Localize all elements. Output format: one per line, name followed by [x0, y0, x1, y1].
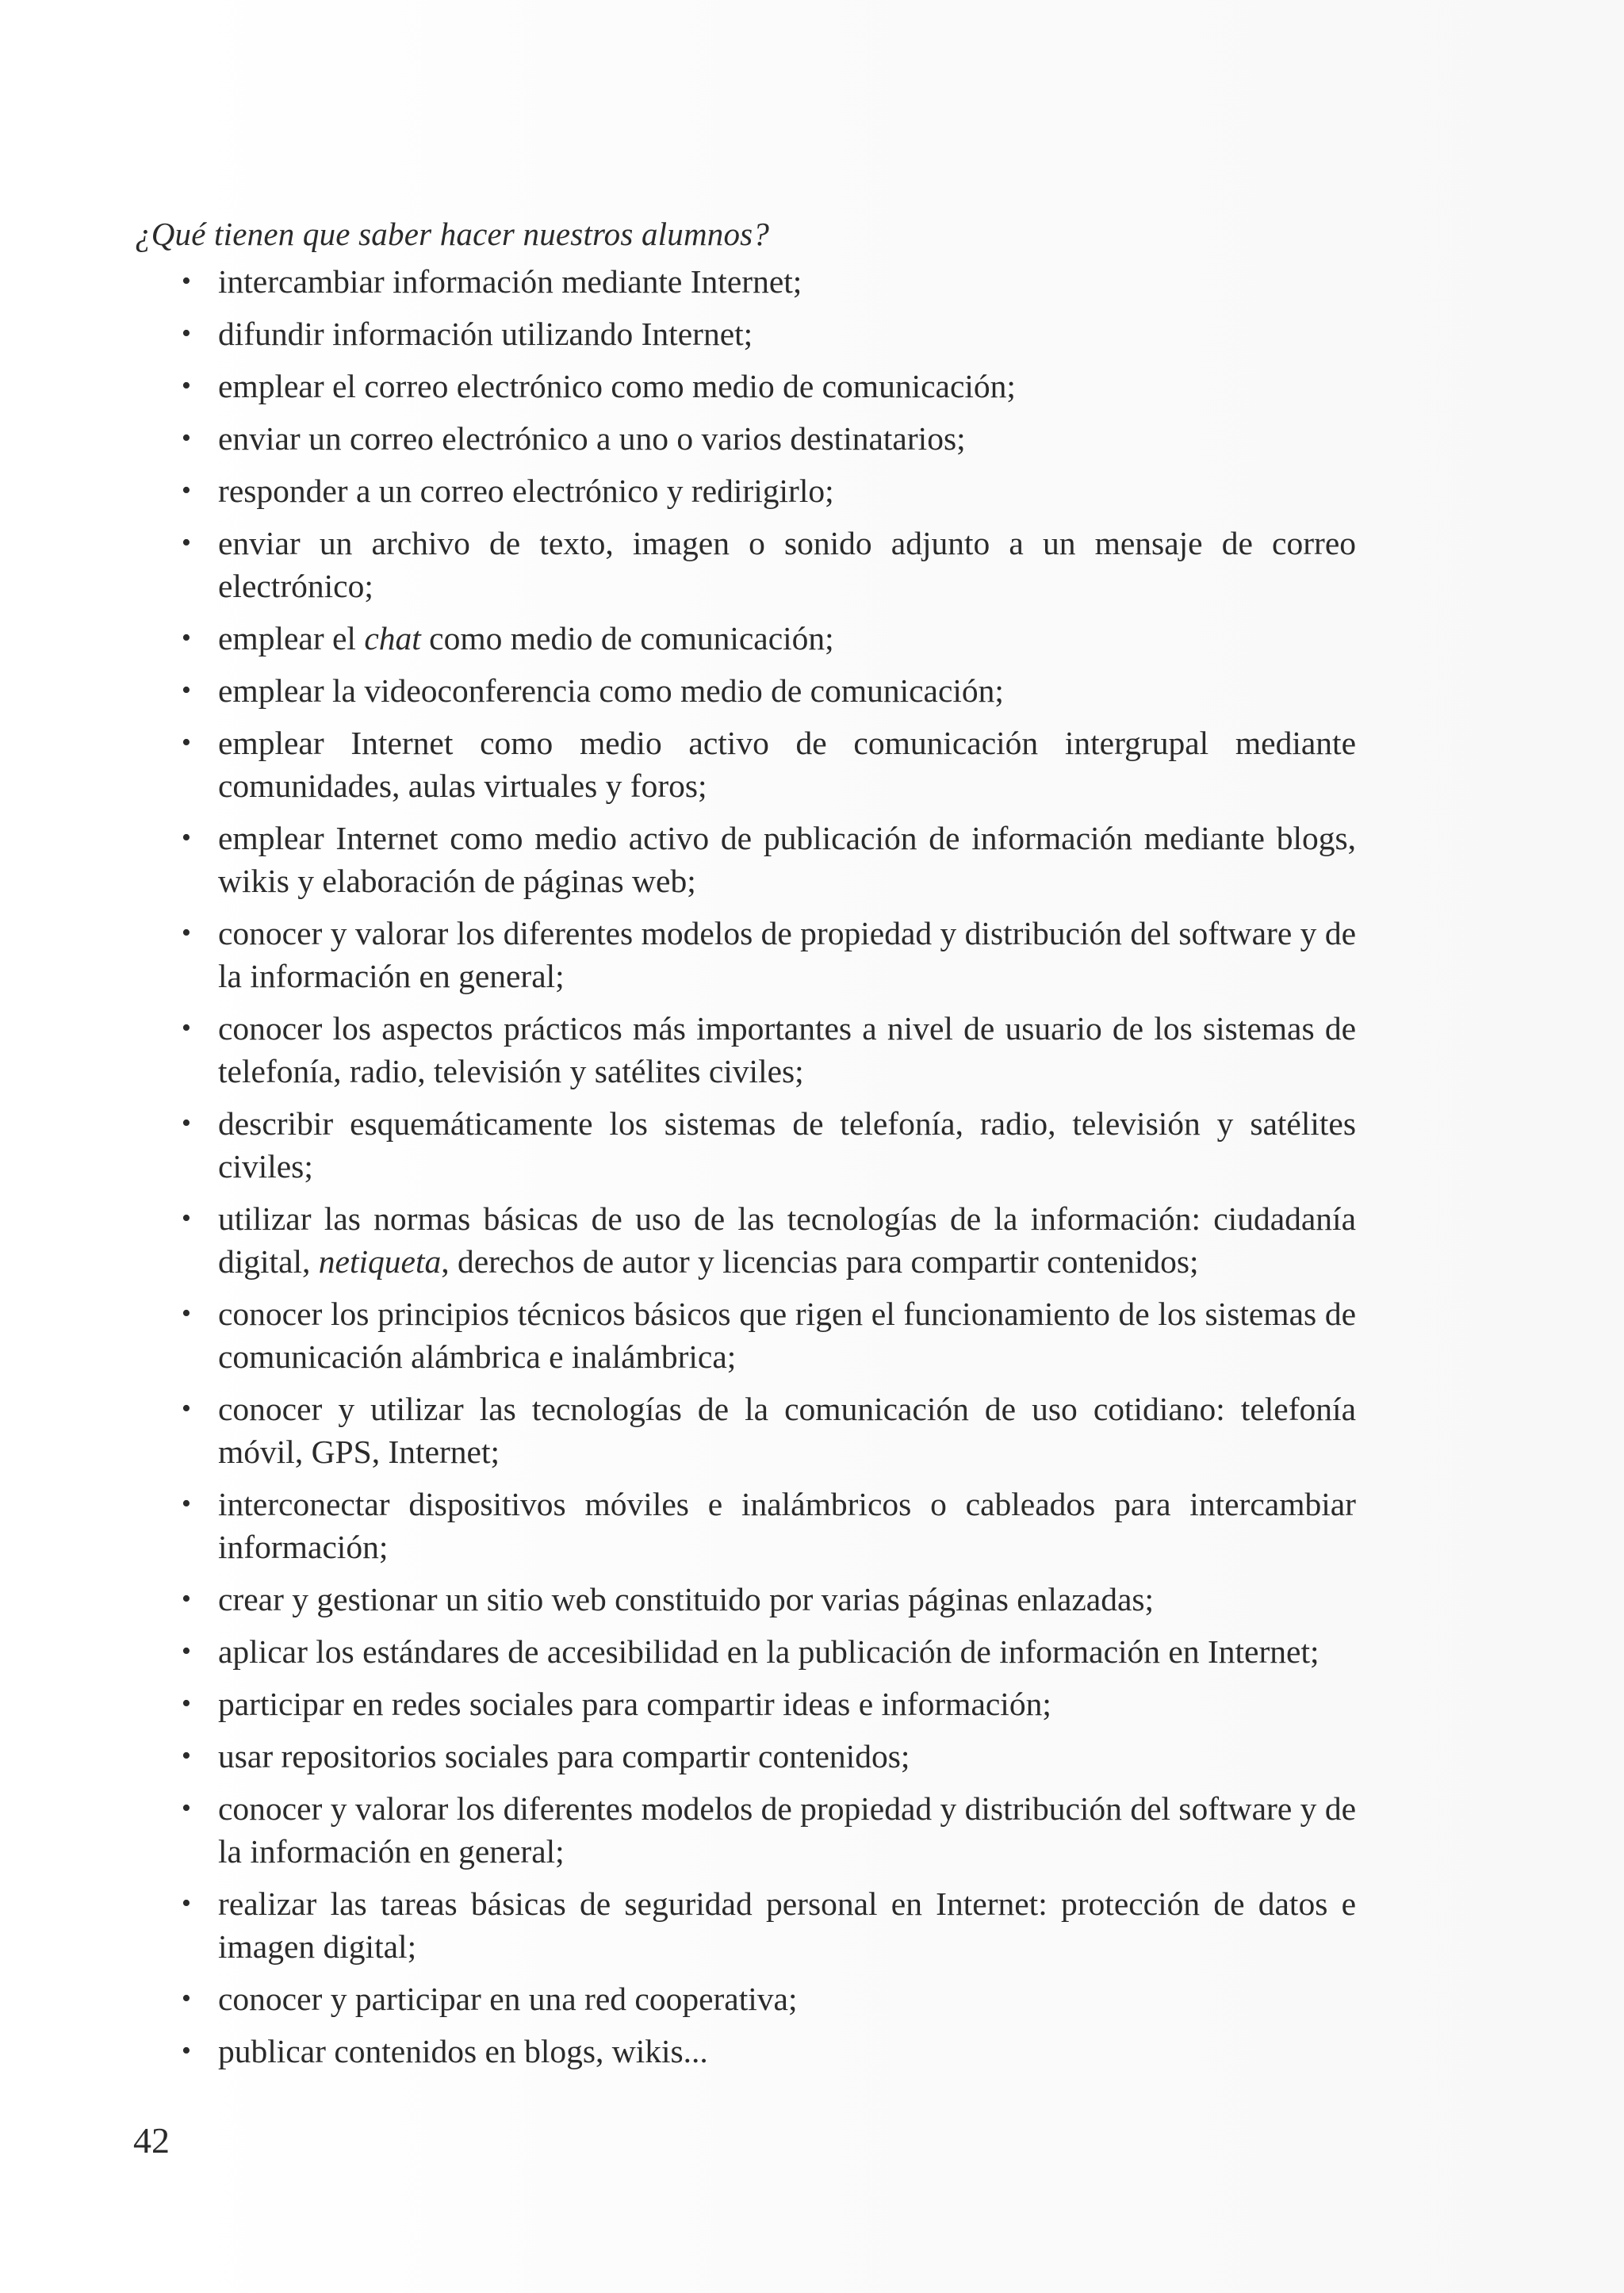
list-item [182, 617, 1356, 660]
list-item [182, 1483, 1356, 1568]
bullet-icon: • [182, 1584, 191, 1614]
text-run: conocer y utilizar las tecnologías de la comunicación de uso cotidiano: telefonía móvil, GPS, Internet; [218, 1391, 1356, 1470]
list-item [182, 1682, 1356, 1725]
list-item-text [218, 473, 834, 509]
list-item [182, 1787, 1356, 1873]
list-item-text [218, 1885, 1356, 1965]
list-item [182, 1292, 1356, 1378]
bullet-icon: • [182, 823, 191, 852]
list-item [182, 1630, 1356, 1673]
bullet-icon: • [182, 1299, 191, 1328]
text-run: , derechos de autor y licencias para compartir contenidos; [441, 1243, 1199, 1280]
bullet-icon: • [182, 623, 191, 653]
text-run: enviar un archivo de texto, imagen o sonido adjunto a un mensaje de correo electrónico; [218, 525, 1356, 604]
list-item-text [218, 1738, 910, 1774]
text-run: utilizar las normas básicas de uso de las tecnologías de la información: ciudadanía digital, [218, 1200, 1356, 1280]
list-item [182, 469, 1356, 512]
list-item [182, 522, 1356, 607]
text-run: emplear Internet como medio activo de publicación de información mediante blogs, wikis y elaboración de páginas web; [218, 820, 1356, 899]
list-item-text [218, 2033, 708, 2069]
text-run: responder a un correo electrónico y redirigirlo; [218, 473, 834, 509]
text-run: describir esquemáticamente los sistemas de telefonía, radio, televisión y satélites civiles; [218, 1105, 1356, 1185]
text-run: crear y gestionar un sitio web constituido por varias páginas enlazadas; [218, 1581, 1155, 1617]
bullet-icon: • [182, 476, 191, 505]
bullet-icon: • [182, 1636, 191, 1666]
list-item-text [218, 1391, 1356, 1470]
bullet-icon: • [182, 371, 191, 400]
text-run: participar en redes sociales para compartir ideas e información; [218, 1686, 1051, 1722]
list-item [182, 312, 1356, 355]
list-item-text [218, 368, 1016, 404]
bullet-icon: • [182, 1984, 191, 2013]
list-item [182, 1578, 1356, 1621]
section-heading: ¿Qué tienen que saber hacer nuestros alumnos? [135, 216, 770, 252]
text-run: emplear el [218, 620, 365, 657]
text-run: aplicar los estándares de accesibilidad en la publicación de información en Internet; [218, 1633, 1320, 1670]
list-item-text [218, 1296, 1356, 1375]
list-item [182, 817, 1356, 902]
text-run: conocer los principios técnicos básicos que rigen el funcionamiento de los sistemas de comunicación alámbrica e inalámbrica; [218, 1296, 1356, 1375]
text-run: emplear la videoconferencia como medio de comunicación; [218, 672, 1004, 709]
bullet-icon: • [182, 2036, 191, 2065]
text-run: difundir información utilizando Internet; [218, 316, 753, 352]
text-run: emplear Internet como medio activo de comunicación intergrupal mediante comunidades, aulas virtuales y foros; [218, 725, 1356, 804]
bullet-icon: • [182, 676, 191, 705]
list-item-text [218, 1790, 1356, 1870]
skills-list [135, 260, 1356, 2073]
list-item [182, 2030, 1356, 2073]
italic-term: netiqueta [318, 1243, 442, 1280]
list-item [182, 912, 1356, 997]
list-item-text [218, 1981, 798, 2017]
text-run: como medio de comunicación; [420, 620, 834, 657]
list-item-text [218, 1010, 1356, 1089]
list-item-text [218, 820, 1356, 899]
text-run: conocer y valorar los diferentes modelos de propiedad y distribución del software y de la información en general; [218, 1790, 1356, 1870]
bullet-icon: • [182, 1013, 191, 1043]
list-item-text [218, 525, 1356, 604]
page-number: 42 [133, 2120, 170, 2161]
bullet-icon: • [182, 1108, 191, 1138]
bullet-icon: • [182, 728, 191, 757]
list-item [182, 1197, 1356, 1283]
bullet-icon: • [182, 918, 191, 947]
text-run: conocer y valorar los diferentes modelos de propiedad y distribución del software y de la información en general; [218, 915, 1356, 994]
bullet-icon: • [182, 1204, 191, 1233]
bullet-icon: • [182, 1394, 191, 1423]
list-item [182, 1735, 1356, 1778]
text-run: emplear el correo electrónico como medio de comunicación; [218, 368, 1016, 404]
text-run: usar repositorios sociales para compartir contenidos; [218, 1738, 910, 1774]
text-run: enviar un correo electrónico a uno o varios destinatarios; [218, 420, 966, 457]
text-run: publicar contenidos en blogs, wikis... [218, 2033, 708, 2069]
bullet-icon: • [182, 1741, 191, 1770]
list-item-text [218, 1581, 1154, 1617]
list-item [182, 417, 1356, 460]
text-run: conocer los aspectos prácticos más importantes a nivel de usuario de los sistemas de telefonía, radio, televisión y satélites civiles; [218, 1010, 1356, 1089]
list-item [182, 722, 1356, 807]
page-content [135, 208, 1356, 2082]
list-item [182, 1102, 1356, 1188]
list-item-text [218, 1486, 1356, 1565]
list-item [182, 260, 1356, 303]
list-item [182, 1388, 1356, 1473]
list-item [182, 669, 1356, 712]
list-item-text [218, 316, 753, 352]
text-run: conocer y participar en una red cooperativa; [218, 1981, 798, 2017]
bullet-icon: • [182, 423, 191, 453]
bullet-icon: • [182, 266, 191, 296]
text-run: intercambiar información mediante Internet; [218, 263, 802, 300]
text-run: interconectar dispositivos móviles e inalámbricos o cableados para intercambiar información; [218, 1486, 1356, 1565]
list-item-text [218, 1686, 1051, 1722]
bullet-icon: • [182, 528, 191, 557]
bullet-icon: • [182, 1489, 191, 1518]
bullet-icon: • [182, 1793, 191, 1823]
italic-term: chat [364, 620, 421, 657]
list-item-text [218, 420, 966, 457]
bullet-icon: • [182, 1689, 191, 1718]
list-item-text [218, 1633, 1320, 1670]
list-item [182, 1977, 1356, 2020]
text-run: realizar las tareas básicas de seguridad personal en Internet: protección de datos e imagen digital; [218, 1885, 1356, 1965]
list-item-text [218, 1105, 1356, 1185]
bullet-icon: • [182, 1889, 191, 1918]
list-item-text [218, 725, 1356, 804]
list-item [182, 1007, 1356, 1093]
list-item-text [218, 620, 834, 657]
list-item-text [218, 915, 1356, 994]
list-item-text [218, 1200, 1356, 1280]
list-item-text [218, 672, 1004, 709]
list-item-text [218, 263, 802, 300]
list-item [182, 1882, 1356, 1968]
list-item [182, 365, 1356, 408]
bullet-icon: • [182, 319, 191, 348]
